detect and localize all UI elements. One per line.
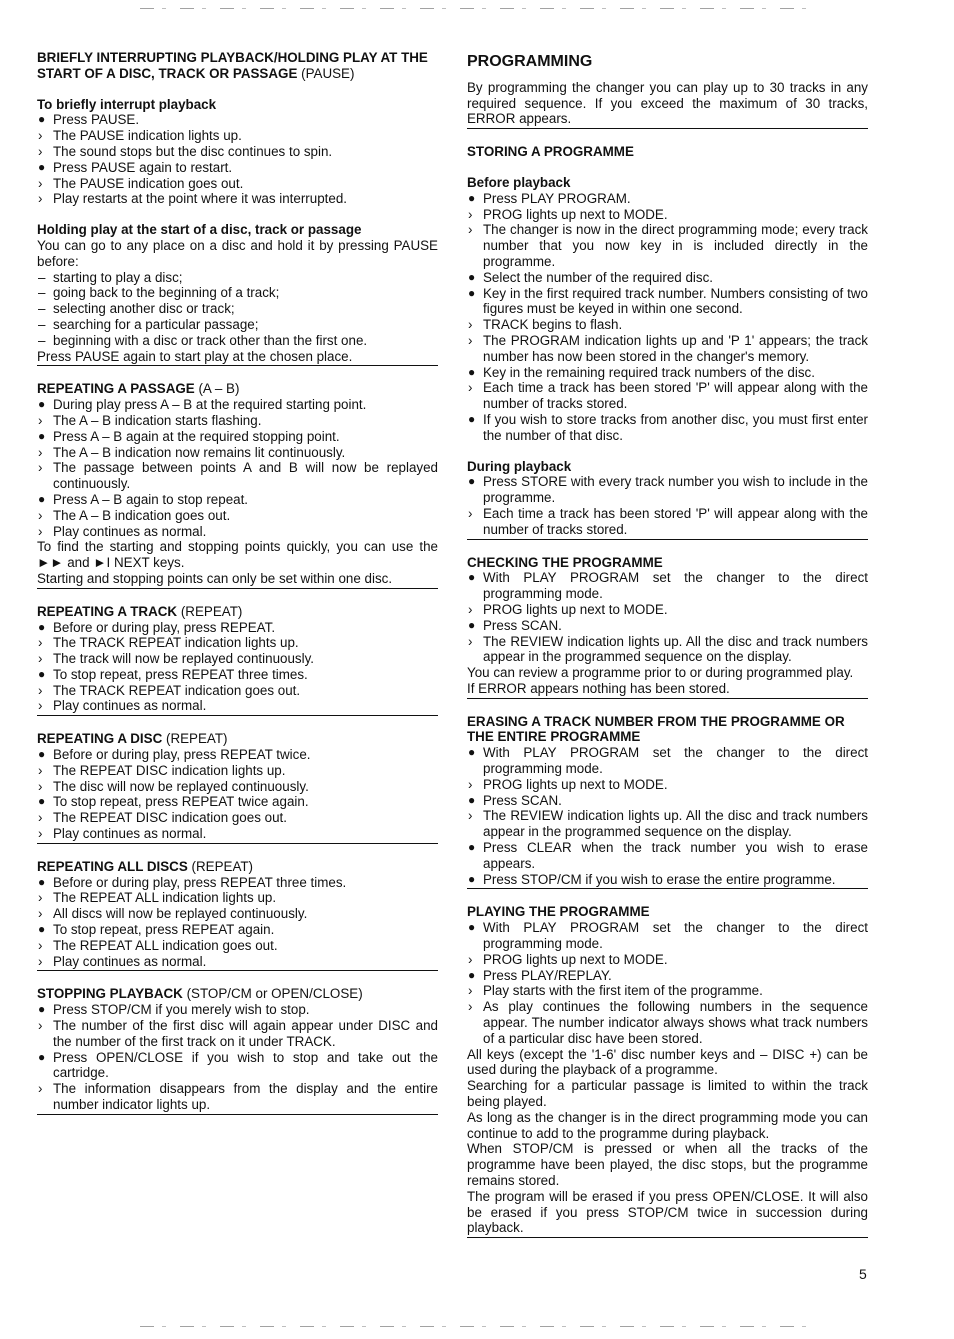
item-text: Before or during play, press REPEAT. bbox=[53, 619, 276, 635]
bullet-icon: ● bbox=[468, 285, 476, 300]
bullet-item bbox=[467, 968, 868, 984]
bullet-icon: ● bbox=[468, 745, 476, 760]
result-item bbox=[37, 779, 438, 795]
bullet-item bbox=[37, 875, 438, 891]
bullet-item bbox=[37, 922, 438, 938]
arrow-icon: › bbox=[38, 128, 43, 144]
item-text: searching for a particular passage; bbox=[53, 316, 259, 332]
arrow-icon: › bbox=[38, 810, 43, 826]
paragraph: By programming the changer you can play up to 30 tracks in any required sequence. If you exceed the maximum of 30 tracks, ERROR appears. bbox=[467, 79, 868, 127]
bullet-item bbox=[467, 840, 868, 872]
paragraph: You can go to any place on a disc and hold it by pressing PAUSE before: bbox=[37, 237, 438, 269]
item-text: Play continues as normal. bbox=[53, 523, 207, 539]
instruction-list bbox=[467, 191, 868, 444]
result-item bbox=[467, 602, 868, 618]
result-item bbox=[37, 1081, 438, 1113]
bullet-icon: ● bbox=[38, 922, 46, 937]
dash-item bbox=[37, 333, 438, 349]
dash-item bbox=[37, 301, 438, 317]
arrow-icon: › bbox=[468, 776, 473, 792]
arrow-icon: › bbox=[38, 507, 43, 523]
paragraph: You can review a programme prior to or during programmed play. bbox=[467, 665, 854, 681]
result-item bbox=[37, 683, 438, 699]
bullet-icon: ● bbox=[38, 159, 46, 174]
item-text: Press STOP/CM if you merely wish to stop. bbox=[53, 1002, 310, 1018]
item-text: As play continues the following numbers in the sequence appear. The number indicator always shows what track numbers of a particular disc have been stored. bbox=[483, 999, 868, 1046]
arrow-icon: › bbox=[468, 633, 473, 649]
result-item bbox=[37, 698, 438, 714]
item-text: The changer is now in the direct programming mode; every track number that you now key in is included directly in the programme. bbox=[483, 222, 868, 269]
dash-item bbox=[37, 317, 438, 333]
bullet-item bbox=[467, 365, 868, 381]
arrow-icon: › bbox=[38, 762, 43, 778]
title-suffix: (REPEAT) bbox=[165, 731, 228, 747]
item-text: Key in the remaining required track numbers of the disc. bbox=[483, 364, 815, 380]
instruction-list bbox=[37, 747, 438, 842]
bullet-icon: ● bbox=[38, 1002, 46, 1017]
instruction-list bbox=[37, 1002, 438, 1113]
subheading: Before playback bbox=[467, 174, 571, 190]
bullet-item bbox=[37, 397, 438, 413]
arrow-icon: › bbox=[38, 191, 43, 207]
instruction-list bbox=[37, 112, 438, 207]
item-text: The PAUSE indication lights up. bbox=[53, 128, 242, 144]
item-text: The information disappears from the display and the entire number indicator lights up. bbox=[53, 1081, 438, 1113]
bullet-item bbox=[467, 474, 868, 506]
bullet-icon: ● bbox=[468, 871, 476, 886]
item-text: To stop repeat, press REPEAT twice again. bbox=[53, 794, 309, 810]
bullet-icon: ● bbox=[38, 874, 46, 889]
item-text: If you wish to store tracks from another disc, you must first enter the number of that disc. bbox=[483, 411, 868, 443]
item-text: Each time a track has been stored 'P' will appear along with the number of tracks stored. bbox=[483, 380, 868, 412]
dash-icon: – bbox=[38, 332, 46, 348]
arrow-icon: › bbox=[468, 317, 473, 333]
arrow-icon: › bbox=[38, 778, 43, 794]
paragraph: The program will be erased if you press OPEN/CLOSE. It will also be erased if you press STOP/CM twice in succession during playback. bbox=[467, 1188, 868, 1236]
title-suffix: (STOP/CM or OPEN/CLOSE) bbox=[186, 986, 363, 1002]
item-text: Press PLAY PROGRAM. bbox=[483, 190, 631, 206]
bullet-item bbox=[467, 872, 868, 888]
bullet-icon: ● bbox=[468, 617, 476, 632]
item-text: Press SCAN. bbox=[483, 617, 562, 633]
bullet-item bbox=[37, 620, 438, 636]
section-storing bbox=[467, 144, 868, 539]
bullet-item bbox=[37, 667, 438, 683]
arrow-icon: › bbox=[38, 937, 43, 953]
arrow-icon: › bbox=[38, 953, 43, 969]
instruction-list bbox=[37, 397, 438, 539]
section-title: CHECKING THE PROGRAMME bbox=[467, 554, 663, 570]
bullet-item bbox=[467, 191, 868, 207]
result-item bbox=[467, 983, 868, 999]
item-text: The track will now be replayed continuously. bbox=[53, 651, 314, 667]
bullet-icon: ● bbox=[38, 619, 46, 634]
item-text: During play press A – B at the required starting point. bbox=[53, 397, 367, 413]
item-text: Play continues as normal. bbox=[53, 826, 207, 842]
result-item bbox=[37, 635, 438, 651]
paragraph: Searching for a particular passage is limited to within the track being played. bbox=[467, 1078, 868, 1110]
item-text: Play starts with the first item of the programme. bbox=[483, 983, 763, 999]
item-text: With PLAY PROGRAM set the changer to the direct programming mode. bbox=[483, 570, 868, 602]
item-text: Key in the first required track number. Numbers consisting of two figures must be keyed in within one second. bbox=[483, 285, 868, 317]
section-programming bbox=[467, 54, 868, 129]
arrow-icon: › bbox=[468, 222, 473, 238]
item-text: Press A – B again to stop repeat. bbox=[53, 491, 249, 507]
title-suffix: (REPEAT) bbox=[191, 858, 254, 874]
bullet-icon: ● bbox=[468, 364, 476, 379]
result-item bbox=[37, 763, 438, 779]
bullet-item bbox=[37, 429, 438, 445]
item-text: PROG lights up next to MODE. bbox=[483, 601, 668, 617]
section-title: STORING A PROGRAMME bbox=[467, 144, 634, 160]
section-checking bbox=[467, 555, 868, 699]
instruction-list bbox=[467, 745, 868, 887]
instruction-list bbox=[467, 474, 868, 537]
item-text: With PLAY PROGRAM set the changer to the direct programming mode. bbox=[483, 745, 868, 777]
arrow-icon: › bbox=[38, 635, 43, 651]
result-item bbox=[467, 380, 868, 412]
item-text: The number of the first disc will again appear under DISC and the number of the first track on it under TRACK. bbox=[53, 1018, 438, 1049]
result-item bbox=[37, 144, 438, 160]
result-item bbox=[37, 445, 438, 461]
section-repeat-all bbox=[37, 859, 438, 972]
item-text: Press STOP/CM if you wish to erase the entire programme. bbox=[483, 871, 836, 887]
bullet-icon: ● bbox=[38, 491, 46, 506]
arrow-icon: › bbox=[38, 444, 43, 460]
arrow-icon: › bbox=[38, 523, 43, 539]
dash-icon: – bbox=[38, 316, 46, 332]
section-title bbox=[37, 731, 438, 747]
bullet-item bbox=[467, 412, 868, 444]
item-text: Press SCAN. bbox=[483, 792, 562, 808]
item-text: The A – B indication now remains lit continuously. bbox=[53, 444, 346, 460]
section-title bbox=[37, 604, 438, 620]
dash-icon: – bbox=[38, 301, 46, 317]
section-repeat-passage bbox=[37, 381, 438, 588]
arrow-icon: › bbox=[38, 1018, 43, 1034]
arrow-icon: › bbox=[38, 682, 43, 698]
arrow-icon: › bbox=[468, 808, 473, 824]
item-text: The TRACK REPEAT indication lights up. bbox=[53, 635, 299, 651]
item-text: To stop repeat, press REPEAT again. bbox=[53, 922, 275, 938]
arrow-icon: › bbox=[38, 175, 43, 191]
item-text: Play continues as normal. bbox=[53, 953, 207, 969]
result-item bbox=[37, 954, 438, 970]
item-text: Press PAUSE. bbox=[53, 112, 140, 128]
instruction-list bbox=[467, 570, 868, 665]
item-text: Each time a track has been stored 'P' will appear along with the number of tracks stored. bbox=[483, 505, 868, 537]
subheading: During playback bbox=[467, 458, 572, 474]
bullet-item bbox=[467, 270, 868, 286]
item-text: Select the number of the required disc. bbox=[483, 269, 714, 285]
subheading: To briefly interrupt playback bbox=[37, 96, 217, 112]
result-item bbox=[37, 524, 438, 540]
result-item bbox=[467, 506, 868, 538]
result-item bbox=[467, 634, 868, 666]
instruction-list bbox=[467, 920, 868, 1046]
item-text: PROG lights up next to MODE. bbox=[483, 776, 668, 792]
arrow-icon: › bbox=[468, 505, 473, 521]
arrow-icon: › bbox=[38, 906, 43, 922]
item-text: The TRACK REPEAT indication goes out. bbox=[53, 682, 301, 698]
bullet-icon: ● bbox=[468, 920, 476, 935]
bullet-item bbox=[37, 112, 438, 128]
arrow-icon: › bbox=[468, 601, 473, 617]
scan-edge-top bbox=[140, 8, 814, 9]
item-text: The REVIEW indication lights up. All the disc and track numbers appear in the programmed sequence on the display. bbox=[483, 808, 868, 840]
bullet-icon: ● bbox=[38, 428, 46, 443]
instruction-list bbox=[37, 270, 438, 349]
bullet-icon: ● bbox=[468, 190, 476, 205]
bullet-icon: ● bbox=[38, 747, 46, 762]
dash-item bbox=[37, 270, 438, 286]
arrow-icon: › bbox=[38, 143, 43, 159]
arrow-icon: › bbox=[468, 999, 473, 1015]
result-item bbox=[37, 938, 438, 954]
section-playing bbox=[467, 904, 868, 1238]
item-text: The REPEAT ALL indication lights up. bbox=[53, 890, 277, 906]
section-title bbox=[37, 859, 438, 875]
item-text: The REPEAT DISC indication goes out. bbox=[53, 810, 287, 826]
section-erasing bbox=[467, 714, 868, 890]
paragraph: Starting and stopping points can only be set within one disc. bbox=[37, 570, 393, 586]
result-item bbox=[37, 413, 438, 429]
paragraph: Press PAUSE again to start play at the chosen place. bbox=[37, 348, 353, 364]
item-text: PROG lights up next to MODE. bbox=[483, 206, 668, 222]
arrow-icon: › bbox=[38, 698, 43, 714]
result-item bbox=[467, 333, 868, 365]
bullet-item bbox=[467, 920, 868, 952]
arrow-icon: › bbox=[468, 332, 473, 348]
title-text: REPEATING A TRACK bbox=[37, 603, 178, 619]
title-text: REPEATING ALL DISCS bbox=[37, 858, 188, 874]
bullet-icon: ● bbox=[468, 840, 476, 855]
bullet-item bbox=[37, 794, 438, 810]
subheading: Holding play at the start of a disc, track or passage bbox=[37, 222, 362, 238]
scan-edge-bottom bbox=[140, 1326, 814, 1327]
result-item bbox=[467, 999, 868, 1046]
bullet-icon: ● bbox=[468, 474, 476, 489]
bullet-icon: ● bbox=[38, 666, 46, 681]
result-item bbox=[37, 826, 438, 842]
arrow-icon: › bbox=[468, 951, 473, 967]
arrow-icon: › bbox=[468, 206, 473, 222]
bullet-item bbox=[467, 745, 868, 777]
arrow-icon: › bbox=[468, 380, 473, 396]
left-column bbox=[37, 50, 438, 1130]
section-repeat-track bbox=[37, 604, 438, 717]
result-item bbox=[37, 890, 438, 906]
arrow-icon: › bbox=[38, 651, 43, 667]
result-item bbox=[37, 651, 438, 667]
bullet-item bbox=[37, 1050, 438, 1082]
title-text: STOPPING PLAYBACK bbox=[37, 986, 183, 1002]
bullet-item bbox=[37, 747, 438, 763]
section-repeat-disc bbox=[37, 731, 438, 844]
section-stopping bbox=[37, 986, 438, 1114]
title-text: REPEATING A PASSAGE bbox=[37, 381, 195, 397]
result-item bbox=[37, 176, 438, 192]
right-column bbox=[467, 50, 868, 1253]
bullet-icon: ● bbox=[38, 1049, 46, 1064]
instruction-list bbox=[37, 620, 438, 715]
result-item bbox=[467, 317, 868, 333]
arrow-icon: › bbox=[38, 890, 43, 906]
item-text: The disc will now be replayed continuously. bbox=[53, 778, 309, 794]
paragraph: All keys (except the '1-6' disc number keys and – DISC +) can be used during the playback of a programme. bbox=[467, 1046, 868, 1078]
bullet-item bbox=[37, 492, 438, 508]
item-text: Play continues as normal. bbox=[53, 698, 207, 714]
result-item bbox=[467, 222, 868, 269]
item-text: Press CLEAR when the track number you wish to erase appears. bbox=[483, 840, 868, 871]
result-item bbox=[467, 777, 868, 793]
item-text: To stop repeat, press REPEAT three times. bbox=[53, 666, 308, 682]
item-text: Press STORE with every track number you wish to include in the programme. bbox=[483, 474, 868, 506]
bullet-icon: ● bbox=[468, 792, 476, 807]
title-suffix: (REPEAT) bbox=[180, 603, 243, 619]
section-pause bbox=[37, 50, 438, 366]
page-number: 5 bbox=[859, 1266, 867, 1282]
item-text: Press A – B again at the required stopping point. bbox=[53, 428, 340, 444]
dash-item bbox=[37, 285, 438, 301]
arrow-icon: › bbox=[38, 412, 43, 428]
paragraph: As long as the changer is in the direct programming mode you can continue to add to the programme during playback. bbox=[467, 1109, 868, 1141]
bullet-icon: ● bbox=[38, 397, 46, 412]
page-heading: PROGRAMMING bbox=[467, 53, 593, 70]
bullet-icon: ● bbox=[468, 269, 476, 284]
result-item bbox=[467, 952, 868, 968]
bullet-item bbox=[467, 570, 868, 602]
item-text: Before or during play, press REPEAT three times. bbox=[53, 874, 347, 890]
arrow-icon: › bbox=[38, 1081, 43, 1097]
arrow-icon: › bbox=[468, 983, 473, 999]
item-text: The PROGRAM indication lights up and 'P 1' appears; the track number has now been stored in the changer's memory. bbox=[483, 332, 868, 364]
item-text: The A – B indication starts flashing. bbox=[53, 412, 262, 428]
paragraph: To find the starting and stopping points quickly, you can use the ►► and ►I NEXT keys. bbox=[37, 539, 438, 571]
item-text: The PAUSE indication goes out. bbox=[53, 175, 244, 191]
item-text: The A – B indication goes out. bbox=[53, 507, 231, 523]
instruction-list bbox=[37, 875, 438, 970]
section-title bbox=[37, 50, 438, 82]
bullet-item bbox=[467, 793, 868, 809]
section-title: ERASING A TRACK NUMBER FROM THE PROGRAMME OR THE ENTIRE PROGRAMME bbox=[467, 713, 845, 745]
item-text: The REVIEW indication lights up. All the disc and track numbers appear in the programmed sequence on the display. bbox=[483, 633, 868, 665]
bullet-item bbox=[37, 160, 438, 176]
section-title: PLAYING THE PROGRAMME bbox=[467, 904, 650, 920]
item-text: Press PAUSE again to restart. bbox=[53, 159, 233, 175]
item-text: starting to play a disc; bbox=[53, 269, 183, 285]
item-text: The sound stops but the disc continues to spin. bbox=[53, 143, 333, 159]
notes-list bbox=[467, 1047, 868, 1237]
result-item bbox=[37, 191, 438, 207]
result-item bbox=[37, 906, 438, 922]
title-text: BRIEFLY INTERRUPTING PLAYBACK/HOLDING PLAY AT THE START OF A DISC, TRACK OR PASSAGE bbox=[37, 50, 428, 81]
result-item bbox=[467, 808, 868, 840]
bullet-item bbox=[467, 618, 868, 634]
section-title bbox=[37, 381, 438, 397]
bullet-icon: ● bbox=[38, 112, 46, 127]
bullet-icon: ● bbox=[38, 794, 46, 809]
result-item bbox=[37, 128, 438, 144]
result-item bbox=[37, 508, 438, 524]
bullet-icon: ● bbox=[468, 967, 476, 982]
item-text: PROG lights up next to MODE. bbox=[483, 951, 668, 967]
bullet-item bbox=[37, 1002, 438, 1018]
bullet-icon: ● bbox=[468, 411, 476, 426]
dash-icon: – bbox=[38, 269, 46, 285]
item-text: Press OPEN/CLOSE if you wish to stop and take out the cartridge. bbox=[53, 1049, 438, 1081]
item-text: All discs will now be replayed continuously. bbox=[53, 906, 308, 922]
item-text: With PLAY PROGRAM set the changer to the direct programming mode. bbox=[483, 920, 868, 952]
item-text: The REPEAT DISC indication lights up. bbox=[53, 762, 286, 778]
title-suffix: (A – B) bbox=[198, 381, 240, 397]
result-item bbox=[37, 810, 438, 826]
bullet-icon: ● bbox=[468, 570, 476, 585]
arrow-icon: › bbox=[38, 460, 43, 476]
result-item bbox=[467, 207, 868, 223]
paragraph: When STOP/CM is pressed or when all the tracks of the programme have been played, the disc stops, but the programme remains stored. bbox=[467, 1141, 868, 1188]
item-text: The REPEAT ALL indication goes out. bbox=[53, 937, 278, 953]
result-item bbox=[37, 460, 438, 492]
result-item bbox=[37, 1018, 438, 1050]
arrow-icon: › bbox=[38, 826, 43, 842]
item-text: The passage between points A and B will now be replayed continuously. bbox=[53, 460, 438, 492]
item-text: going back to the beginning of a track; bbox=[53, 285, 280, 301]
item-text: selecting another disc or track; bbox=[53, 301, 235, 317]
item-text: Before or during play, press REPEAT twice. bbox=[53, 747, 311, 763]
item-text: beginning with a disc or track other than the first one. bbox=[53, 332, 368, 348]
title-suffix: (PAUSE) bbox=[301, 65, 355, 81]
title-text: REPEATING A DISC bbox=[37, 731, 163, 747]
item-text: Play restarts at the point where it was interrupted. bbox=[53, 191, 347, 207]
item-text: Press PLAY/REPLAY. bbox=[483, 967, 612, 983]
section-title bbox=[37, 986, 438, 1002]
bullet-item bbox=[467, 286, 868, 318]
dash-icon: – bbox=[38, 285, 46, 301]
item-text: TRACK begins to flash. bbox=[483, 317, 623, 333]
paragraph: If ERROR appears nothing has been stored. bbox=[467, 680, 730, 696]
